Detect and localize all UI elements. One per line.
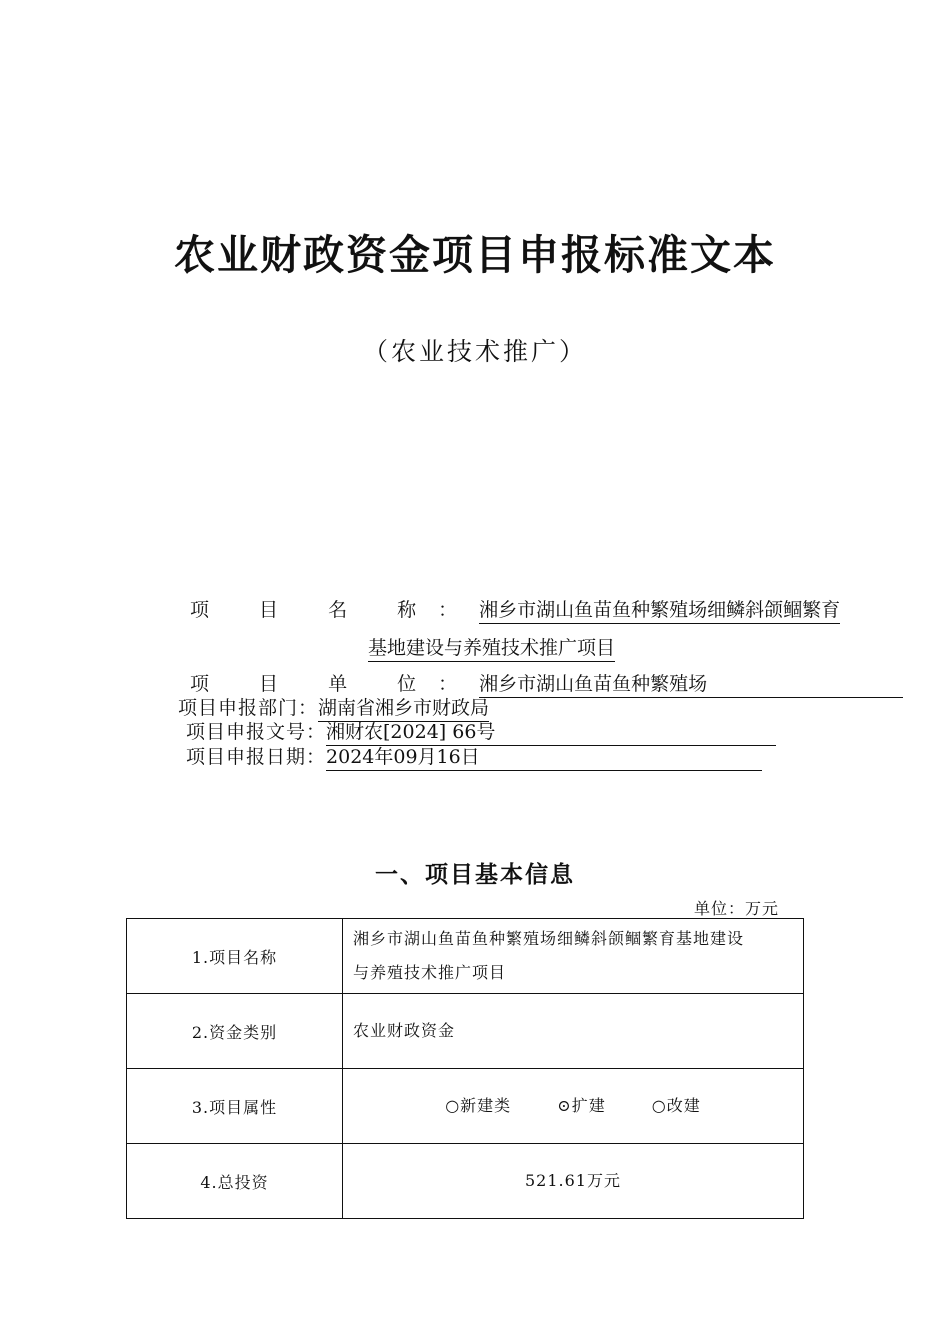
project-date-field bbox=[186, 744, 762, 771]
row-key: 2.资金类别 bbox=[127, 994, 343, 1069]
row-value-line2: 与养殖技术推广项目 bbox=[353, 963, 507, 982]
row-key: 1.项目名称 bbox=[127, 919, 343, 994]
row-value-line1: 湘乡市湖山鱼苗鱼种繁殖场细鳞斜颌鲴繁育基地建设 bbox=[353, 929, 745, 948]
project-name-value-line1: 湘乡市湖山鱼苗鱼种繁殖场细鳞斜颌鲴繁育 bbox=[479, 597, 840, 624]
row-options bbox=[343, 1069, 804, 1144]
option-new-radio[interactable]: ○新建类 bbox=[445, 1096, 512, 1115]
table-row bbox=[127, 1069, 804, 1144]
project-dept-field bbox=[178, 695, 489, 722]
project-unit-field bbox=[190, 671, 903, 698]
section-title: 一、项目基本信息 bbox=[375, 862, 575, 888]
option-expand-radio[interactable]: ⊙扩建 bbox=[557, 1096, 606, 1115]
project-name-field bbox=[190, 597, 840, 624]
project-date-label: 项目申报日期： bbox=[186, 746, 327, 768]
info-table bbox=[126, 918, 804, 1219]
project-docno-label: 项目申报文号： bbox=[186, 721, 327, 743]
unit-note: 单位：万元 bbox=[694, 899, 780, 918]
table-row bbox=[127, 919, 804, 994]
option-rebuild-radio[interactable]: ○改建 bbox=[651, 1096, 701, 1115]
document-title: 农业财政资金项目申报标准文本 bbox=[174, 231, 776, 279]
document-subtitle: （农业技术推广） bbox=[362, 337, 587, 366]
project-unit-value: 湘乡市湖山鱼苗鱼种繁殖场 bbox=[479, 671, 903, 698]
project-dept-value: 湖南省湘乡市财政局 bbox=[318, 695, 489, 722]
project-docno-field bbox=[186, 719, 776, 746]
project-unit-label: 项 目 单 位： bbox=[190, 673, 480, 695]
project-docno-value: 湘财农[2024] 66号 bbox=[326, 719, 776, 746]
table-row bbox=[127, 1144, 804, 1219]
project-name-label: 项 目 名 称： bbox=[190, 599, 480, 621]
project-date-value: 2024年09月16日 bbox=[326, 744, 762, 771]
project-name-field-cont bbox=[368, 635, 615, 662]
project-dept-label: 项目申报部门： bbox=[178, 697, 319, 719]
row-value: 521.61万元 bbox=[343, 1144, 804, 1219]
row-key: 4.总投资 bbox=[127, 1144, 343, 1219]
row-value bbox=[343, 919, 804, 994]
project-name-value-line2: 基地建设与养殖技术推广项目 bbox=[368, 635, 615, 662]
table-row bbox=[127, 994, 804, 1069]
row-value: 农业财政资金 bbox=[343, 994, 804, 1069]
row-key: 3.项目属性 bbox=[127, 1069, 343, 1144]
